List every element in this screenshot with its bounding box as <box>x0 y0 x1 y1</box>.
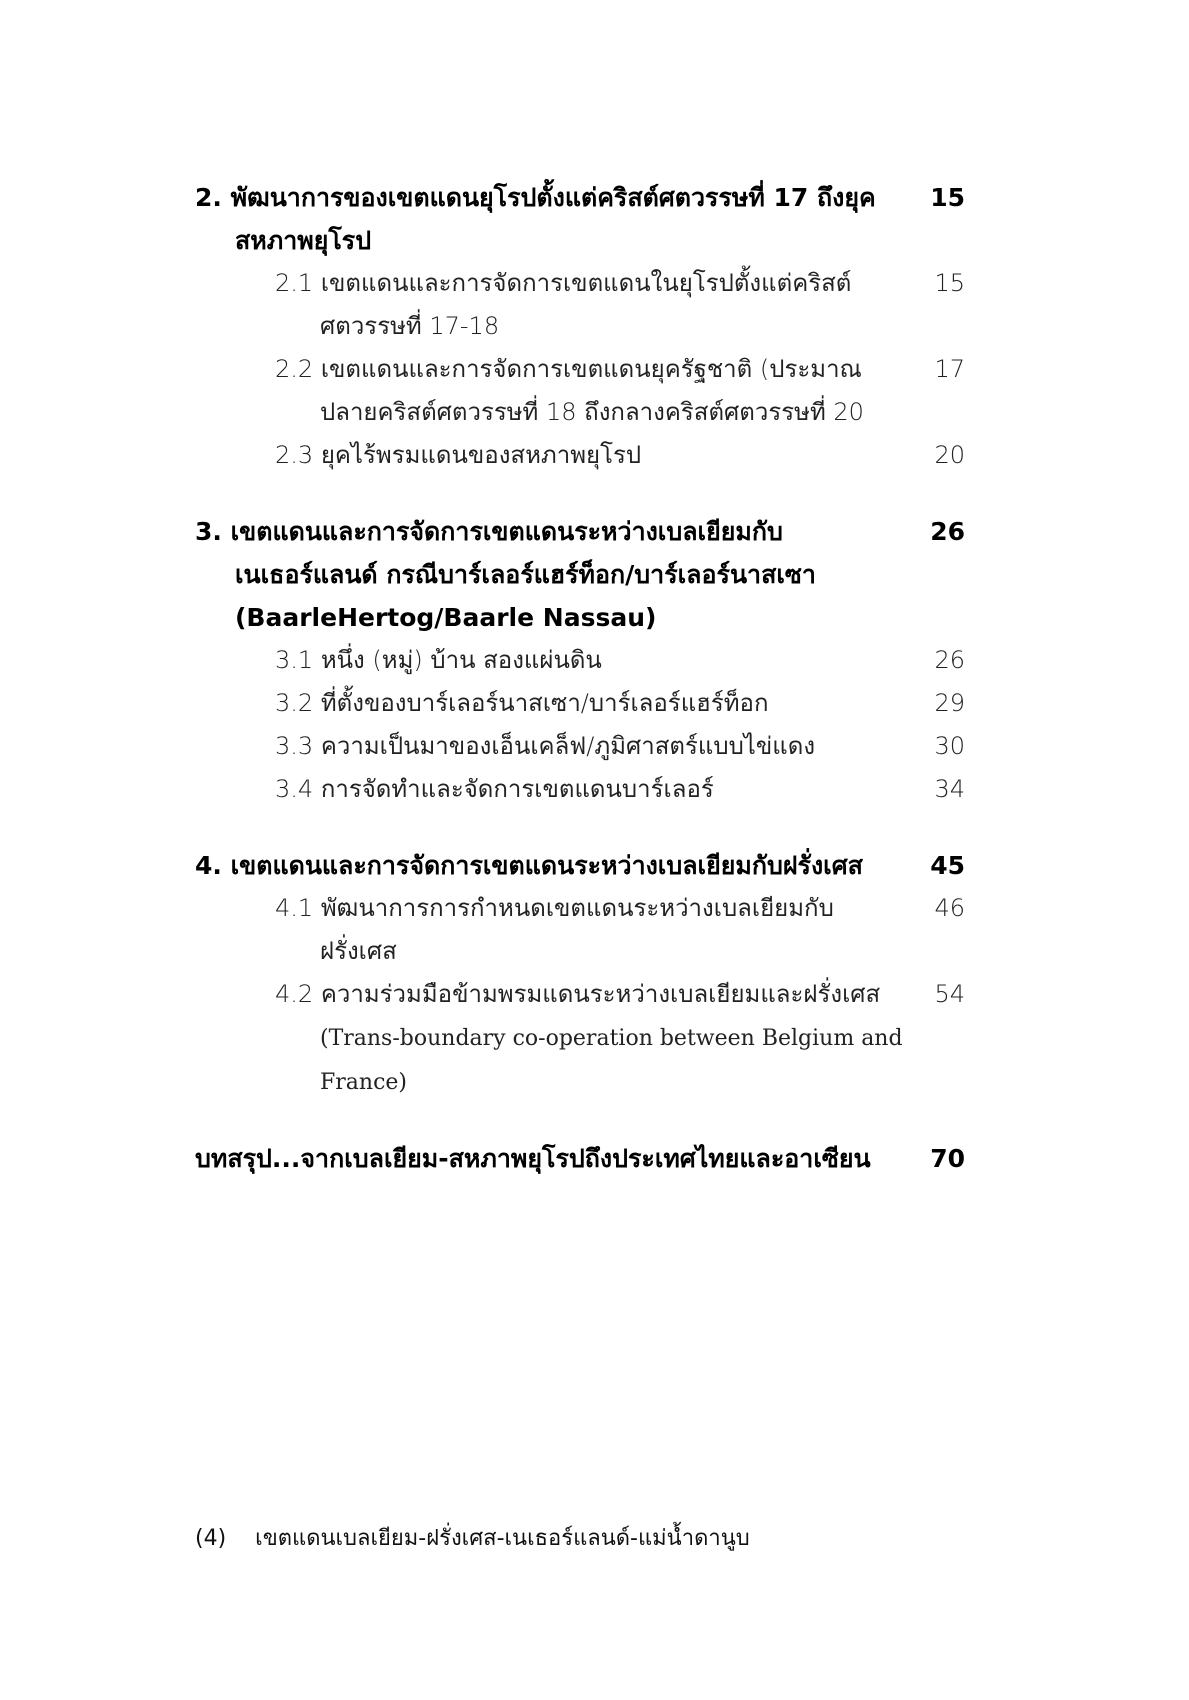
section-title <box>275 887 909 973</box>
section-title-text: หนึ่ง (หมู่) บ้าน สองแผ่นดิน <box>320 646 602 674</box>
section-number: 4.1 <box>275 894 314 922</box>
section-page-number: 15 <box>934 269 965 297</box>
chapter-2 <box>195 176 965 477</box>
section-page-number: 29 <box>934 689 965 717</box>
section-number: 3.4 <box>275 775 314 803</box>
chapter-title-text: เขตแดนและการจัดการเขตแดนระหว่างเบลเยียมกับเนเธอร์แลนด์ กรณีบาร์เลอร์แฮร์ท็อก/บาร์เลอร์นาสเซา (BaarleHertog/Baarle Nassau) <box>230 517 816 632</box>
section-title <box>275 725 909 768</box>
section-title-text: เขตแดนและการจัดการเขตแดนในยุโรปตั้งแต่คริสต์ศตวรรษที่ 17-18 <box>320 269 852 340</box>
section-number: 2.2 <box>275 355 314 383</box>
section-number: 2.3 <box>275 441 314 469</box>
section-page-number: 34 <box>934 775 965 803</box>
section-entry <box>195 682 965 725</box>
section-page-number: 26 <box>934 646 965 674</box>
chapter-4 <box>195 844 965 1104</box>
chapter-heading <box>195 510 965 639</box>
section-title-text: การจัดทำและจัดการเขตแดนบาร์เลอร์ <box>320 775 714 803</box>
chapter-title: บทสรุป...จากเบลเยียม-สหภาพยุโรปถึงประเทศไทยและอาเซียน <box>195 1144 871 1173</box>
chapter-number: 2. <box>195 183 222 212</box>
table-of-contents <box>195 176 965 1213</box>
section-number: 3.1 <box>275 646 314 674</box>
section-page-number: 30 <box>934 732 965 760</box>
chapter-title <box>195 510 906 639</box>
chapter-title <box>195 844 906 887</box>
chapter-3 <box>195 510 965 811</box>
chapter-number: 4. <box>195 851 222 880</box>
chapter-title <box>195 176 906 262</box>
section-entry <box>195 887 965 973</box>
section-entry <box>195 973 965 1104</box>
section-title <box>275 434 909 477</box>
chapter-heading <box>195 844 965 887</box>
section-title <box>275 682 909 725</box>
section-entry <box>195 725 965 768</box>
section-number: 4.2 <box>275 980 314 1008</box>
chapter-page-number: 15 <box>930 183 965 212</box>
section-page-number: 20 <box>934 441 965 469</box>
section-entry <box>195 639 965 682</box>
section-title-text: เขตแดนและการจัดการเขตแดนยุครัฐชาติ (ประมาณปลายคริสต์ศตวรรษที่ 18 ถึงกลางคริสต์ศตวรรษที่ 20 <box>320 355 864 426</box>
section-page-number: 46 <box>934 894 965 922</box>
section-number: 2.1 <box>275 269 314 297</box>
section-entry <box>195 768 965 811</box>
section-title-text: ความร่วมมือข้ามพรมแดนระหว่างเบลเยียมและฝรั่งเศส <box>320 980 881 1008</box>
chapter-title-text: พัฒนาการของเขตแดนยุโรปตั้งแต่คริสต์ศตวรรษที่ 17 ถึงยุคสหภาพยุโรป <box>230 183 876 255</box>
chapter-title-text: เขตแดนและการจัดการเขตแดนระหว่างเบลเยียมกับฝรั่งเศส <box>230 851 863 880</box>
section-page-number: 54 <box>934 980 965 1008</box>
section-title <box>275 768 909 811</box>
chapter-heading <box>195 176 965 262</box>
section-title-text: ที่ตั้งของบาร์เลอร์นาสเซา/บาร์เลอร์แฮร์ท็อก <box>320 689 769 717</box>
section-title <box>275 348 909 434</box>
chapter-page-number: 70 <box>930 1144 965 1173</box>
section-title <box>275 262 909 348</box>
section-title-latin: (Trans-boundary co-operation between Belgium and France) <box>320 1026 903 1095</box>
section-title <box>275 639 909 682</box>
section-title-text: ความเป็นมาของเอ็นเคล็ฟ/ภูมิศาสตร์แบบไข่แดง <box>320 732 816 760</box>
section-title <box>275 973 909 1104</box>
section-entry <box>195 434 965 477</box>
chapter-page-number: 45 <box>930 851 965 880</box>
section-entry <box>195 348 965 434</box>
footer-book-title: เขตแดนเบลเยียม-ฝรั่งเศส-เนเธอร์แลนด์-แม่น้ำดานูบ <box>255 1526 750 1551</box>
chapter-number: 3. <box>195 517 222 546</box>
chapter-page-number: 26 <box>930 517 965 546</box>
page-footer <box>195 1520 750 1555</box>
chapter-conclusion <box>195 1137 965 1180</box>
chapter-heading <box>195 1137 965 1180</box>
section-number: 3.2 <box>275 689 314 717</box>
section-number: 3.3 <box>275 732 314 760</box>
section-title-text: ยุคไร้พรมแดนของสหภาพยุโรป <box>320 441 642 469</box>
footer-page-number: (4) <box>195 1526 227 1551</box>
section-title-text: พัฒนาการการกำหนดเขตแดนระหว่างเบลเยียมกับฝรั่งเศส <box>320 894 834 965</box>
section-entry <box>195 262 965 348</box>
section-page-number: 17 <box>934 355 965 383</box>
